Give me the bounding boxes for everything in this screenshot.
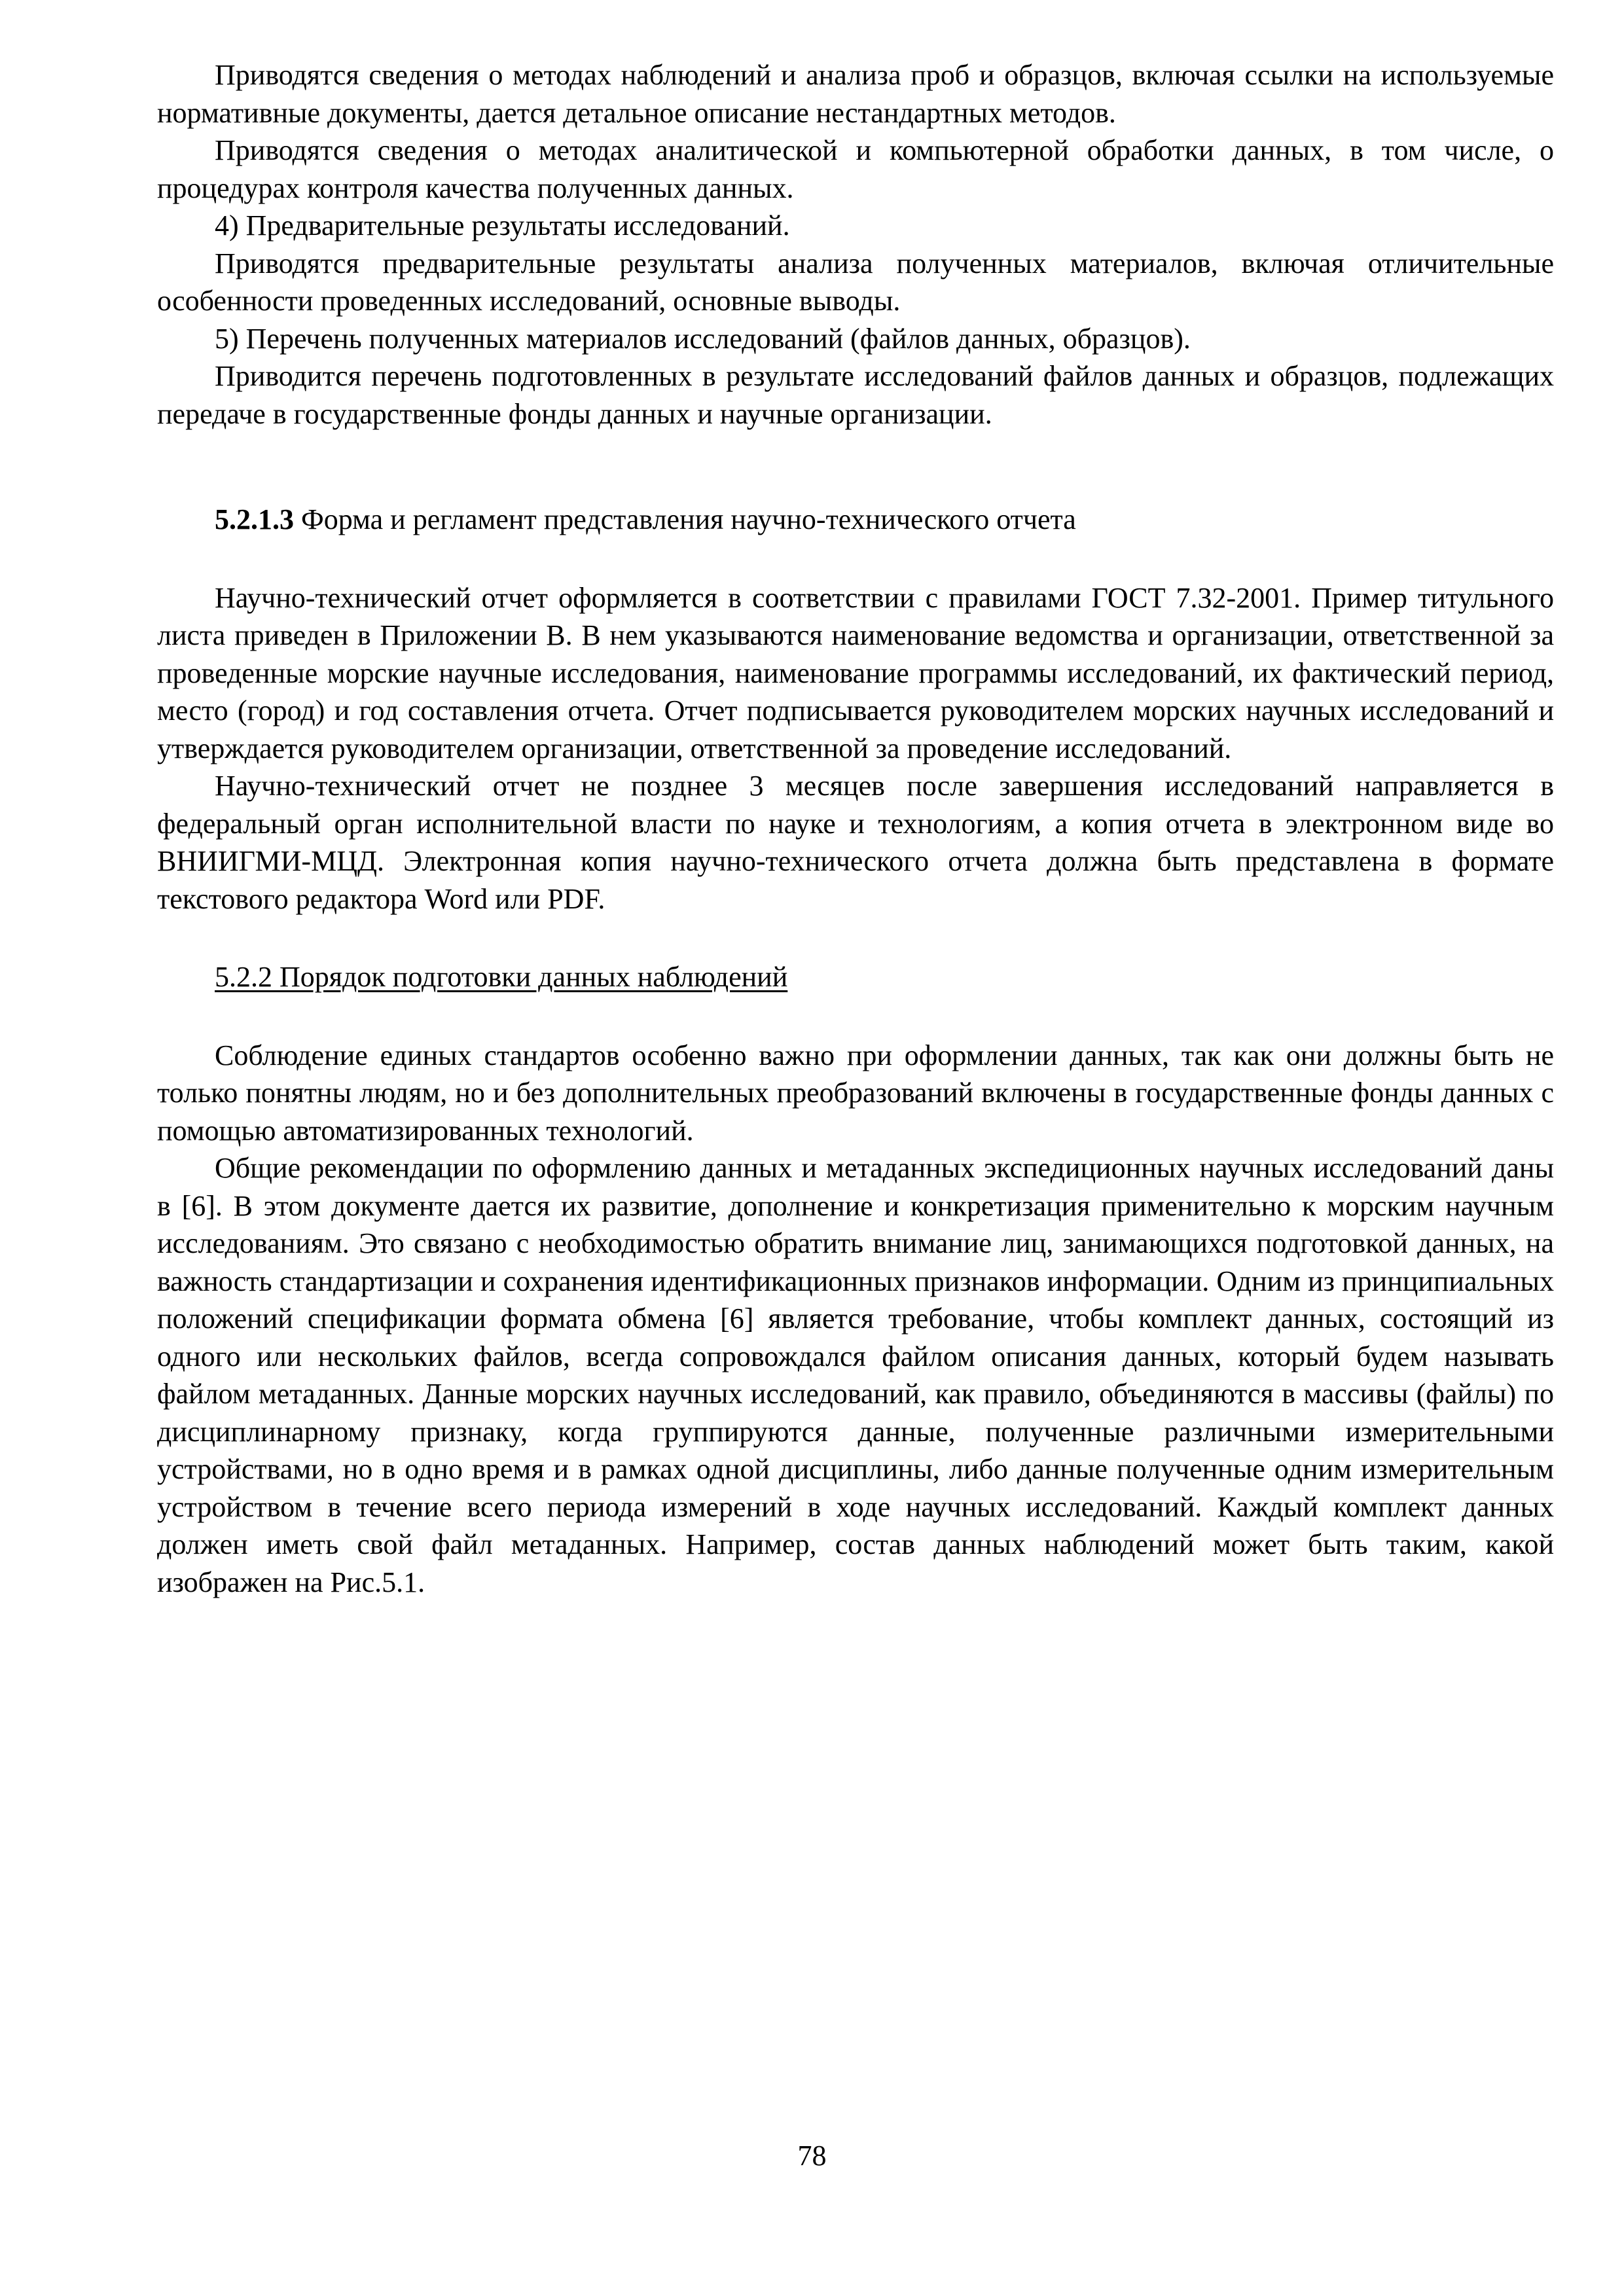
page-number: 78 [797,2140,827,2172]
paragraph-report-format: Научно-технический отчет оформляется в соответствии с правилами ГОСТ 7.32-2001. Пример титульного листа приведен в Приложении В. В нем указываются наименование ведомства и организации, ответственной за проведенные морские научные исследования, наименование программы исследований, их фактический период, место (город) и год составления отчета. Отчет подписывается руководителем морских научных исследований и утверждается руководителем организации, ответственной за проведение исследований. [157,581,1554,764]
list-item-preliminary-results: 4) Предварительные результаты исследований. [215,209,790,242]
paragraph-data-processing-methods: Приводятся сведения о методах аналитической и компьютерной обработки данных, в том числе, о процедурах контроля качества полученных данных. [157,134,1554,204]
paragraph-report-submission: Научно-технический отчет не позднее 3 месяцев после завершения исследований направляется в федеральный орган исполнительной власти по науке и технологиям, а копия отчета в электронном виде во ВНИИГМИ-МЦД. Электронная копия научно-технического отчета должна быть представлена в формате текстового редактора Word или PDF. [157,770,1554,915]
paragraph-metadata-recommendations: Общие рекомендации по оформлению данных и метаданных экспедиционных научных исследований даны в [6]. В этом документе дается их развитие, дополнение и конкретизация применительно к морским научным исследованиям. Это связано с необходимостью обратить внимание лиц, занимающихся подготовкой данных, на важность стандартизации и сохранения идентификационных признаков информации. Одним из принципиальных положений спецификации формата обмена [6] является требование, чтобы комплект данных, состоящий из одного или нескольких файлов, всегда сопровождался файлом описания данных, который будем называть файлом метаданных. Данные морских научных исследований, как правило, объединяются в массивы (файлы) по дисциплинарному признаку, когда группируются данные, полученные различными измерительными устройствами, но в одно время и в рамках одной дисциплины, либо данные полученные одним измерительным устройством в течение всего периода измерений в ходе научных исследований. Каждый комплект данных должен иметь свой файл метаданных. Например, состав данных наблюдений может быть таким, какой изображен на Рис.5.1. [157,1152,1554,1598]
section-heading-522: 5.2.2 Порядок подготовки данных наблюдений [215,961,788,993]
document-page [157,56,1554,1601]
spacer [157,918,1554,958]
paragraph-standards: Соблюдение единых стандартов особенно важно при оформлении данных, так как они должны быть не только понятны людям, но и без дополнительных преобразований включены в государственные фонды данных с помощью автоматизированных технологий. [157,1039,1554,1147]
paragraph-materials-list: Приводится перечень подготовленных в результате исследований файлов данных и образцов, подлежащих передаче в государственные фонды данных и научные организации. [157,360,1554,430]
spacer [157,996,1554,1037]
section-title: Форма и регламент представления научно-технического отчета [294,503,1076,535]
spacer [157,433,1554,501]
section-heading-5213 [157,501,1554,539]
list-item-materials-list: 5) Перечень полученных материалов исследований (файлов данных, образцов). [215,322,1191,355]
paragraph-preliminary-results: Приводятся предварительные результаты анализа полученных материалов, включая отличительные особенности проведенных исследований, основные выводы. [157,247,1554,317]
spacer [157,539,1554,579]
paragraph-observation-methods: Приводятся сведения о методах наблюдений и анализа проб и образцов, включая ссылки на используемые нормативные документы, дается детальное описание нестандартных методов. [157,59,1554,129]
section-number: 5.2.1.3 [215,503,294,535]
